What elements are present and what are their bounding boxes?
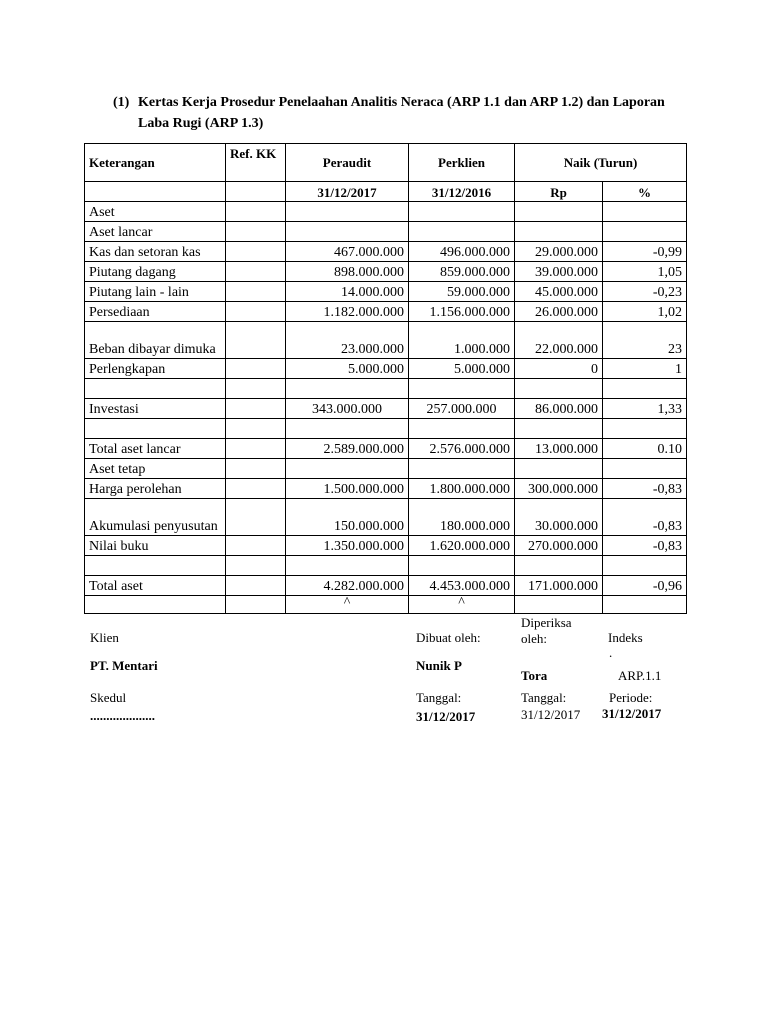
- header-row: [85, 144, 687, 182]
- cell-ref: [226, 222, 286, 242]
- cell-perklien: 59.000.000: [409, 282, 515, 302]
- cell-peraudit: 5.000.000: [286, 359, 409, 379]
- klien-value: PT. Mentari: [90, 658, 158, 673]
- table-row: [85, 459, 687, 479]
- table-row: [85, 359, 687, 379]
- cell-label: Harga perolehan: [85, 479, 226, 499]
- cell-peraudit: 467.000.000: [286, 242, 409, 262]
- cell-peraudit: 1.182.000.000: [286, 302, 409, 322]
- cell-ref: [226, 379, 286, 399]
- cell-label: [85, 379, 226, 399]
- cell-pct: [603, 556, 687, 576]
- indeks-label: Indeks: [608, 630, 643, 645]
- table-row: [85, 419, 687, 439]
- skedul-value: ....................: [90, 708, 155, 723]
- cell-rp: 0: [515, 359, 603, 379]
- cell-pct: -0,23: [603, 282, 687, 302]
- cell-pct: [603, 596, 687, 614]
- cell-pct: 1: [603, 359, 687, 379]
- indeks-dot: .: [609, 645, 613, 660]
- heading-number: (1): [113, 95, 130, 110]
- table-row: [85, 536, 687, 556]
- cell-perklien: 1.156.000.000: [409, 302, 515, 322]
- cell-ref: [226, 499, 286, 536]
- subheader-rp: Rp: [515, 182, 603, 202]
- cell-perklien: [409, 222, 515, 242]
- cell-ref: [226, 536, 286, 556]
- cell-perklien: [409, 419, 515, 439]
- cell-ref: [226, 576, 286, 596]
- cell-label: [85, 556, 226, 576]
- table-row: [85, 596, 687, 614]
- cell-pct: [603, 202, 687, 222]
- cell-ref: [226, 282, 286, 302]
- cell-label: Aset lancar: [85, 222, 226, 242]
- cell-ref: [226, 399, 286, 419]
- cell-peraudit: 898.000.000: [286, 262, 409, 282]
- cell-pct: 1,33: [603, 399, 687, 419]
- cell-label: [85, 419, 226, 439]
- cell-ref: [226, 479, 286, 499]
- cell-rp: [515, 556, 603, 576]
- cell-perklien: 1.800.000.000: [409, 479, 515, 499]
- subheader-date-perklien: 31/12/2016: [409, 182, 515, 202]
- cell-pct: -0,83: [603, 499, 687, 536]
- header-perklien: Perklien: [409, 144, 515, 182]
- skedul-label: Skedul: [90, 690, 127, 705]
- cell-rp: 171.000.000: [515, 576, 603, 596]
- cell-peraudit: 150.000.000: [286, 499, 409, 536]
- cell-perklien: [409, 459, 515, 479]
- cell-label: Piutang dagang: [85, 262, 226, 282]
- cell-perklien: [409, 379, 515, 399]
- cell-perklien: 496.000.000: [409, 242, 515, 262]
- cell-ref: [226, 202, 286, 222]
- subheader-pct: %: [603, 182, 687, 202]
- cell-peraudit: [286, 556, 409, 576]
- cell-ref: [226, 419, 286, 439]
- table-row: [85, 302, 687, 322]
- diperiksa-label-1: Diperiksa: [521, 615, 572, 630]
- heading-title: Kertas Kerja Prosedur Penelaahan Analitis Neraca (ARP 1.1 dan ARP 1.2) dan Laporan Laba Rugi (ARP 1.3): [138, 95, 665, 131]
- cell-label: Total aset: [85, 576, 226, 596]
- cell-perklien: 859.000.000: [409, 262, 515, 282]
- cell-perklien: 5.000.000: [409, 359, 515, 379]
- cell-rp: [515, 459, 603, 479]
- cell-pct: [603, 459, 687, 479]
- cell-pct: -0,96: [603, 576, 687, 596]
- cell-pct: [603, 379, 687, 399]
- cell-label: Nilai buku: [85, 536, 226, 556]
- table-row: [85, 399, 687, 419]
- cell-label: Perlengkapan: [85, 359, 226, 379]
- diperiksa-label-2: oleh:: [521, 631, 547, 646]
- table-row: [85, 222, 687, 242]
- cell-pct: -0,83: [603, 536, 687, 556]
- tanggal2-value: 31/12/2017: [521, 707, 581, 722]
- cell-pct: -0,83: [603, 479, 687, 499]
- cell-ref: [226, 556, 286, 576]
- cell-perklien: [409, 556, 515, 576]
- cell-rp: 39.000.000: [515, 262, 603, 282]
- cell-ref: [226, 242, 286, 262]
- cell-rp: [515, 596, 603, 614]
- cell-peraudit: [286, 379, 409, 399]
- table-row: [85, 322, 687, 359]
- analytical-review-table: [84, 143, 687, 614]
- subheader-empty-2: [226, 182, 286, 202]
- cell-pct: [603, 222, 687, 242]
- cell-peraudit: [286, 222, 409, 242]
- cell-rp: 45.000.000: [515, 282, 603, 302]
- cell-pct: 1,05: [603, 262, 687, 282]
- dibuat-value: Nunik P: [416, 658, 462, 673]
- cell-rp: 26.000.000: [515, 302, 603, 322]
- cell-rp: 29.000.000: [515, 242, 603, 262]
- table-row: [85, 282, 687, 302]
- cell-peraudit: ^: [286, 596, 409, 614]
- cell-rp: 22.000.000: [515, 322, 603, 359]
- cell-pct: -0,99: [603, 242, 687, 262]
- cell-label: Investasi: [85, 399, 226, 419]
- cell-perklien: 257.000.000: [409, 399, 515, 419]
- table-row: [85, 499, 687, 536]
- cell-label: Piutang lain - lain: [85, 282, 226, 302]
- table-row: [85, 379, 687, 399]
- cell-ref: [226, 359, 286, 379]
- tanggal1-label: Tanggal:: [416, 690, 462, 705]
- cell-pct: 1,02: [603, 302, 687, 322]
- periode-value: 31/12/2017: [602, 706, 662, 721]
- diperiksa-value: Tora: [521, 668, 548, 683]
- cell-peraudit: 4.282.000.000: [286, 576, 409, 596]
- cell-pct: 23: [603, 322, 687, 359]
- cell-peraudit: 1.500.000.000: [286, 479, 409, 499]
- cell-peraudit: 14.000.000: [286, 282, 409, 302]
- cell-label: Kas dan setoran kas: [85, 242, 226, 262]
- subheader-row: [85, 182, 687, 202]
- indeks-value: ARP.1.1: [618, 668, 662, 683]
- cell-label: [85, 596, 226, 614]
- cell-peraudit: [286, 202, 409, 222]
- cell-rp: 86.000.000: [515, 399, 603, 419]
- table-row: [85, 439, 687, 459]
- cell-ref: [226, 302, 286, 322]
- cell-peraudit: 2.589.000.000: [286, 439, 409, 459]
- cell-perklien: [409, 202, 515, 222]
- table-row: [85, 202, 687, 222]
- cell-ref: [226, 459, 286, 479]
- cell-peraudit: 23.000.000: [286, 322, 409, 359]
- cell-label: Akumulasi penyusutan: [85, 499, 226, 536]
- cell-label: Persediaan: [85, 302, 226, 322]
- tanggal1-value: 31/12/2017: [416, 709, 476, 724]
- worksheet-heading: [113, 92, 693, 134]
- table-row: [85, 242, 687, 262]
- cell-perklien: ^: [409, 596, 515, 614]
- cell-rp: 300.000.000: [515, 479, 603, 499]
- cell-rp: [515, 202, 603, 222]
- cell-pct: 0.10: [603, 439, 687, 459]
- cell-perklien: 4.453.000.000: [409, 576, 515, 596]
- cell-ref: [226, 262, 286, 282]
- cell-label: Beban dibayar dimuka: [85, 322, 226, 359]
- tanggal2-label: Tanggal:: [521, 690, 567, 705]
- cell-peraudit: 1.350.000.000: [286, 536, 409, 556]
- table-row: [85, 556, 687, 576]
- cell-label: Total aset lancar: [85, 439, 226, 459]
- cell-rp: 30.000.000: [515, 499, 603, 536]
- table-row: [85, 479, 687, 499]
- cell-peraudit: [286, 459, 409, 479]
- table-row: [85, 576, 687, 596]
- cell-rp: [515, 222, 603, 242]
- cell-perklien: 1.620.000.000: [409, 536, 515, 556]
- cell-ref: [226, 596, 286, 614]
- cell-label: Aset: [85, 202, 226, 222]
- cell-perklien: 1.000.000: [409, 322, 515, 359]
- subheader-empty-1: [85, 182, 226, 202]
- cell-ref: [226, 322, 286, 359]
- cell-ref: [226, 439, 286, 459]
- cell-rp: [515, 419, 603, 439]
- dibuat-label: Dibuat oleh:: [416, 630, 481, 645]
- klien-label: Klien: [90, 630, 119, 645]
- header-ref: Ref. KK: [226, 144, 286, 182]
- cell-rp: 270.000.000: [515, 536, 603, 556]
- header-naik-turun: Naik (Turun): [515, 144, 687, 182]
- table-row: [85, 262, 687, 282]
- subheader-date-peraudit: 31/12/2017: [286, 182, 409, 202]
- cell-peraudit: [286, 419, 409, 439]
- cell-pct: [603, 419, 687, 439]
- cell-label: Aset tetap: [85, 459, 226, 479]
- cell-perklien: 180.000.000: [409, 499, 515, 536]
- cell-perklien: 2.576.000.000: [409, 439, 515, 459]
- periode-label: Periode:: [609, 690, 653, 705]
- cell-rp: [515, 379, 603, 399]
- cell-rp: 13.000.000: [515, 439, 603, 459]
- header-keterangan: Keterangan: [85, 144, 226, 182]
- header-peraudit: Peraudit: [286, 144, 409, 182]
- cell-peraudit: 343.000.000: [286, 399, 409, 419]
